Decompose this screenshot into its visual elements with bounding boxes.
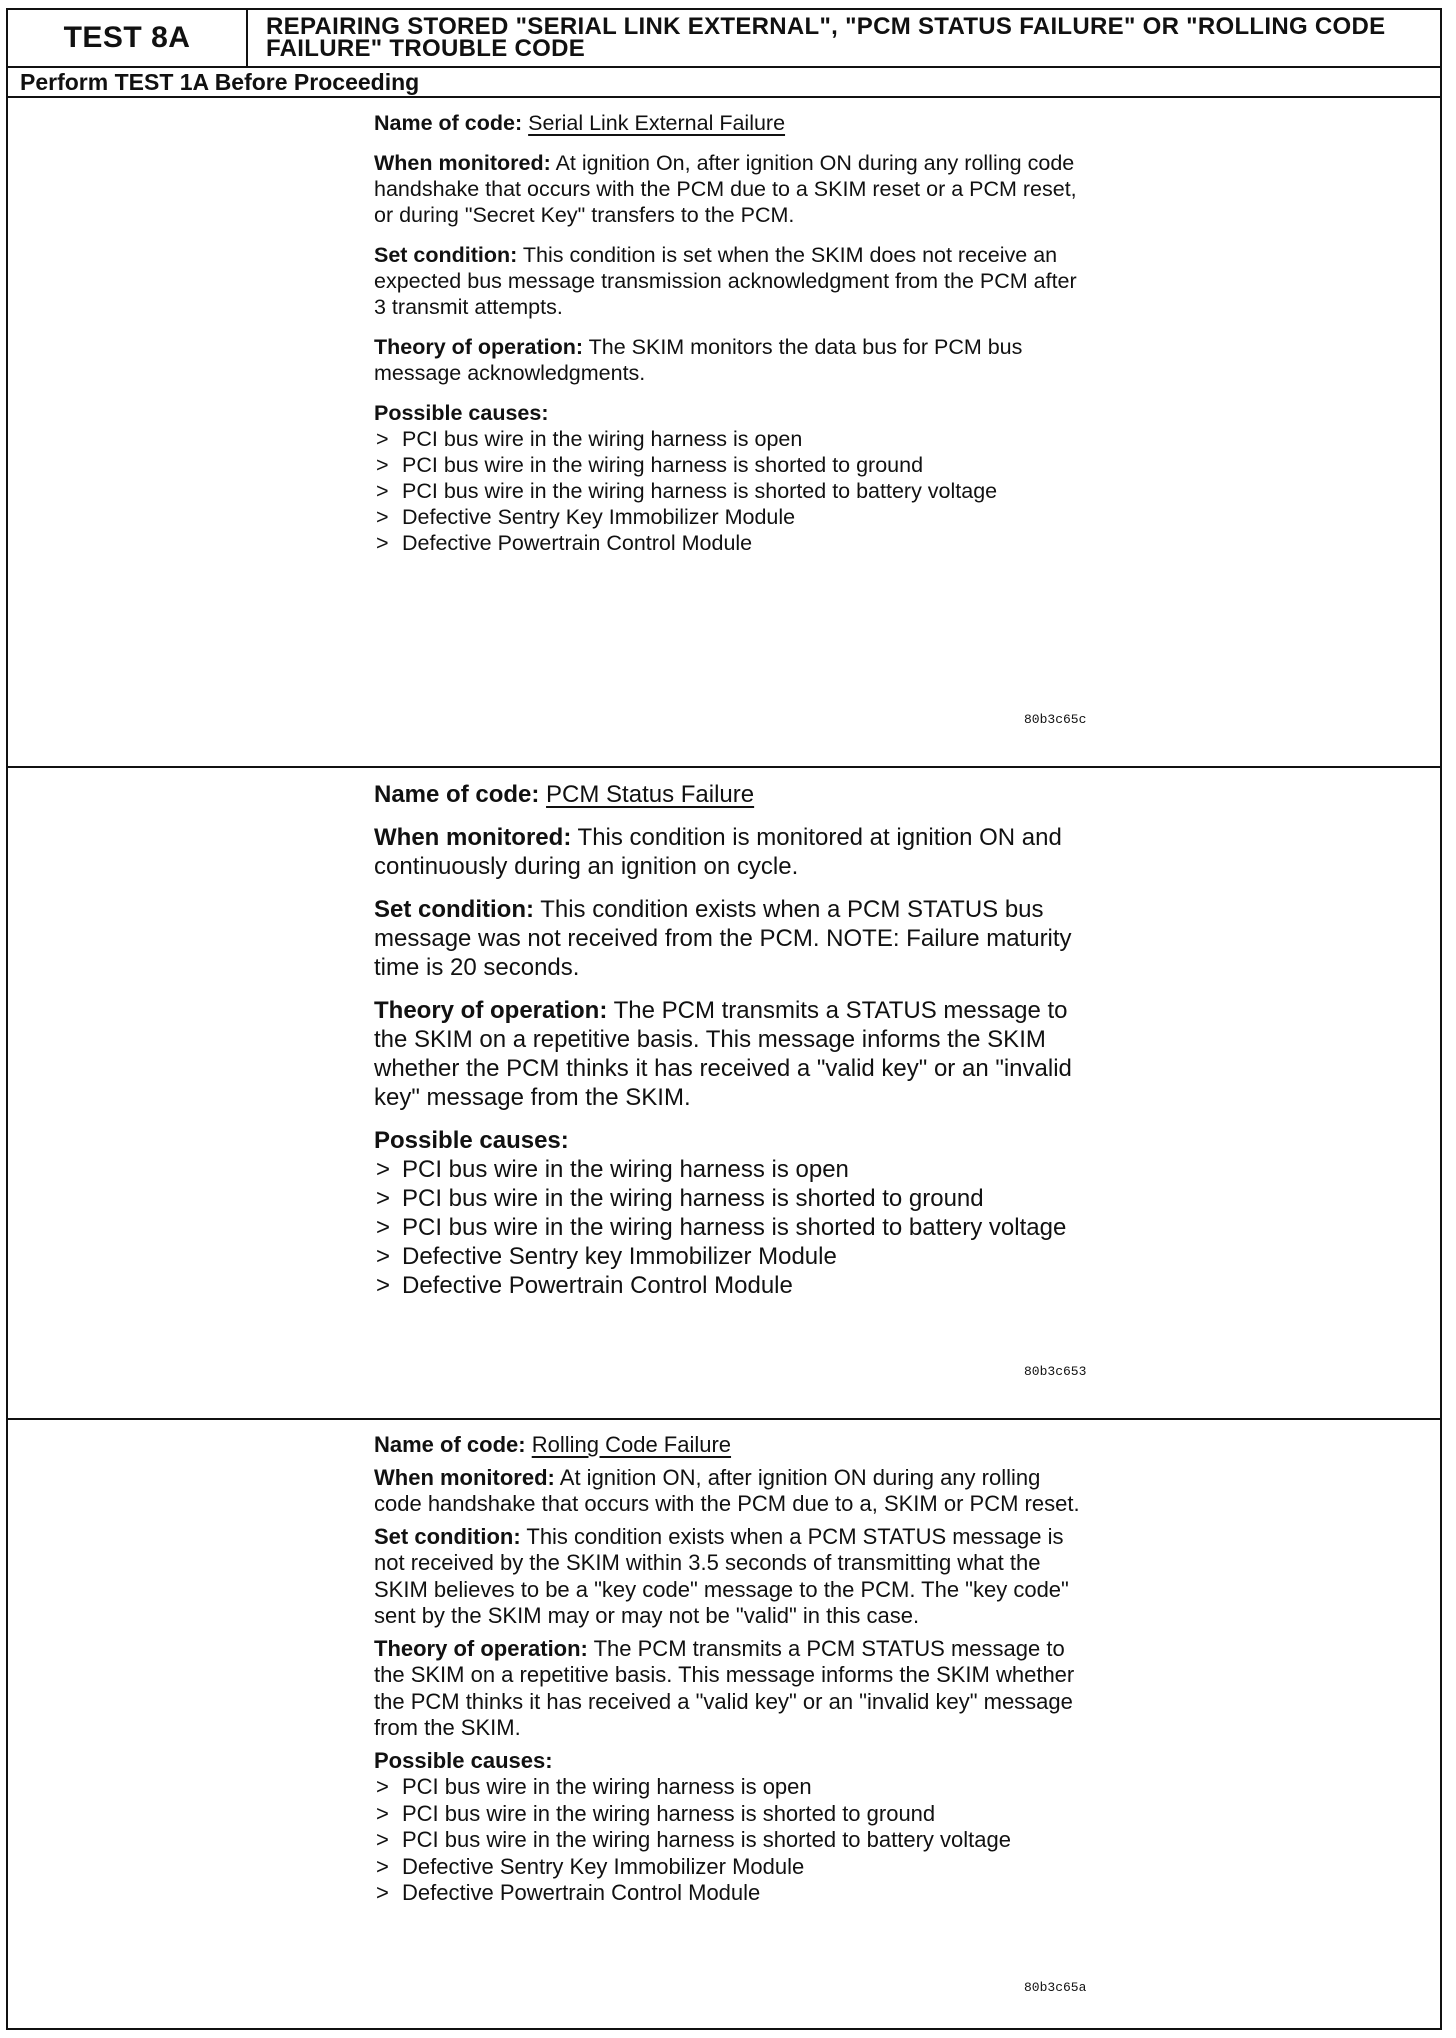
- when-monitored: [374, 823, 1094, 881]
- theory-of-operation: [374, 996, 1094, 1112]
- code-name-label: Name of code:: [374, 781, 540, 808]
- test-id: TEST 8A: [8, 10, 248, 66]
- cause-item: > PCI bus wire in the wiring harness is shorted to ground: [374, 1801, 1094, 1828]
- cause-item: > Defective Sentry Key Immobilizer Module: [374, 1854, 1094, 1881]
- code-name-line: [374, 110, 1094, 136]
- set-condition-label: Set condition:: [374, 243, 518, 267]
- figure-id: 80b3c65a: [1024, 1980, 1087, 1995]
- when-monitored-label: When monitored:: [374, 151, 551, 175]
- figure-id: 80b3c65c: [1024, 712, 1087, 727]
- code-name-label: Name of code:: [374, 111, 523, 135]
- code-description: [374, 1432, 1094, 1907]
- code-section-rolling-code: [8, 1420, 1440, 2028]
- set-condition: [374, 895, 1094, 982]
- theory-label: Theory of operation:: [374, 997, 608, 1024]
- when-monitored-label: When monitored:: [374, 1464, 555, 1490]
- cause-item: > Defective Sentry Key Immobilizer Module: [374, 504, 1094, 530]
- theory-text: The PCM transmits a STATUS message to the SKIM on a repetitive basis. This message informs the SKIM whether the PCM thinks it has received a "valid key" or an "invalid key" message from the SKIM.: [374, 997, 1072, 1111]
- set-condition: [374, 242, 1094, 320]
- set-condition-text: This condition exists when a PCM STATUS message is not received by the SKIM within 3.5 seconds of transmitting what the SKIM believes to be a "key code" message to the PCM. The "key code" sent by the SKIM may or may not be "valid" in this case.: [374, 1523, 1069, 1628]
- possible-causes-list: [374, 1155, 1094, 1300]
- set-condition-label: Set condition:: [374, 896, 534, 923]
- cause-item: > PCI bus wire in the wiring harness is shorted to battery voltage: [374, 1213, 1094, 1242]
- when-monitored: [374, 150, 1094, 228]
- code-name: PCM Status Failure: [546, 781, 755, 808]
- theory-text: The SKIM monitors the data bus for PCM bus message acknowledgments.: [374, 335, 1023, 385]
- possible-causes-list: [374, 1774, 1094, 1907]
- theory-of-operation: [374, 1636, 1094, 1742]
- when-monitored-text: At ignition ON, after ignition ON during any rolling code handshake that occurs with the PCM due to a, SKIM or PCM reset.: [374, 1464, 1080, 1516]
- test-header: [8, 10, 1440, 68]
- cause-item: > PCI bus wire in the wiring harness is open: [374, 1774, 1094, 1801]
- code-name: Rolling Code Failure: [531, 1432, 732, 1457]
- cause-item: > PCI bus wire in the wiring harness is shorted to ground: [374, 452, 1094, 478]
- possible-causes-list: [374, 426, 1094, 556]
- possible-causes-label: Possible causes:: [374, 1747, 553, 1773]
- when-monitored-text: At ignition On, after ignition ON during any rolling code handshake that occurs with the PCM due to a SKIM reset or a PCM reset, or during "Secret Key" transfers to the PCM.: [374, 151, 1077, 227]
- prerequisite-note: Perform TEST 1A Before Proceeding: [8, 68, 1440, 98]
- possible-causes-label: Possible causes:: [374, 1127, 569, 1154]
- code-name-label: Name of code:: [374, 1432, 526, 1457]
- set-condition-text: This condition exists when a PCM STATUS bus message was not received from the PCM. NOTE: Failure maturity time is 20 seconds.: [374, 896, 1072, 981]
- theory-of-operation: [374, 334, 1094, 386]
- test-title: REPAIRING STORED "SERIAL LINK EXTERNAL", "PCM STATUS FAILURE" OR "ROLLING CODE FAILURE" TROUBLE CODE: [266, 13, 1386, 62]
- cause-item: > PCI bus wire in the wiring harness is open: [374, 426, 1094, 452]
- code-section-pcm-status: [8, 768, 1440, 1420]
- test-page: [6, 8, 1442, 2030]
- cause-item: > Defective Powertrain Control Module: [374, 1271, 1094, 1300]
- when-monitored-text: This condition is monitored at ignition ON and continuously during an ignition on cycle.: [374, 824, 1062, 880]
- cause-item: > PCI bus wire in the wiring harness is shorted to ground: [374, 1184, 1094, 1213]
- when-monitored: [374, 1465, 1094, 1518]
- theory-label: Theory of operation:: [374, 1635, 588, 1661]
- code-name-line: [374, 780, 1094, 809]
- cause-item: > PCI bus wire in the wiring harness is open: [374, 1155, 1094, 1184]
- possible-causes-label: Possible causes:: [374, 401, 549, 425]
- cause-item: > Defective Powertrain Control Module: [374, 1880, 1094, 1907]
- code-description: [374, 780, 1094, 1300]
- theory-label: Theory of operation:: [374, 335, 584, 359]
- set-condition: [374, 1524, 1094, 1630]
- cause-item: > Defective Powertrain Control Module: [374, 530, 1094, 556]
- cause-item: > PCI bus wire in the wiring harness is shorted to battery voltage: [374, 478, 1094, 504]
- code-name-line: [374, 1432, 1094, 1459]
- cause-item: > Defective Sentry key Immobilizer Module: [374, 1242, 1094, 1271]
- code-section-serial-link: [8, 98, 1440, 768]
- figure-id: 80b3c653: [1024, 1364, 1087, 1379]
- theory-text: The PCM transmits a PCM STATUS message to the SKIM on a repetitive basis. This message informs the SKIM whether the PCM thinks it has received a "valid key" or an "invalid key" message from the SKIM.: [374, 1635, 1075, 1740]
- set-condition-text: This condition is set when the SKIM does not receive an expected bus message transmission acknowledgment from the PCM after 3 transmit attempts.: [374, 243, 1077, 319]
- when-monitored-label: When monitored:: [374, 824, 572, 851]
- code-name: Serial Link External Failure: [528, 111, 786, 135]
- code-description: [374, 110, 1094, 556]
- cause-item: > PCI bus wire in the wiring harness is shorted to battery voltage: [374, 1827, 1094, 1854]
- set-condition-label: Set condition:: [374, 1523, 521, 1549]
